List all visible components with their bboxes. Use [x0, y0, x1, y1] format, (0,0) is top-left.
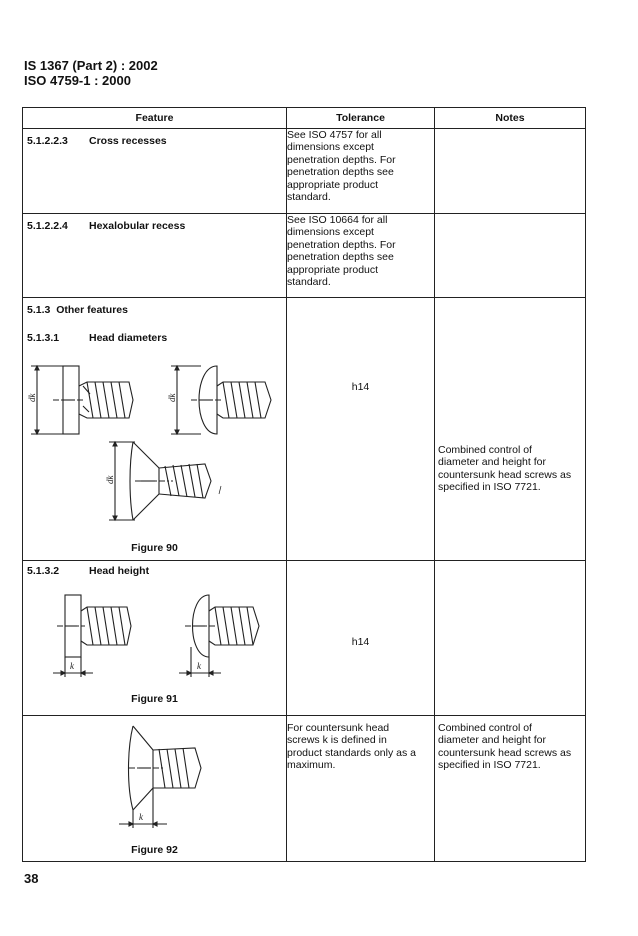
section-heading [23, 316, 286, 344]
notes-line: countersunk head screws as [438, 468, 572, 481]
dimension-label-k: k [139, 812, 143, 822]
standard-number-is: IS 1367 (Part 2) : 2002 [24, 58, 158, 73]
section-number: 5.1.2.2.4 [27, 220, 68, 232]
dimension-label-dk: dk [27, 393, 37, 402]
section-heading [23, 561, 286, 577]
tolerance-cell [287, 561, 435, 716]
section-title: Other features [56, 304, 128, 316]
pan-head-screw [171, 366, 271, 434]
notes-cell [435, 298, 586, 561]
notes-line: specified in ISO 7721. [438, 481, 541, 494]
dimension-label-k: k [70, 661, 74, 671]
figure-caption: Figure 90 [131, 542, 178, 554]
section-number: 5.1.3.2 [27, 565, 60, 577]
pan-head-screw [179, 595, 259, 677]
table-row [23, 561, 586, 716]
tolerance-value: h14 [351, 381, 370, 393]
tolerance-line: dimensions except [287, 141, 374, 154]
tolerance-line: appropriate product [287, 178, 379, 191]
tolerance-cell [287, 129, 435, 214]
countersunk-screw [119, 726, 201, 828]
figure-92-drawing [23, 716, 285, 840]
feature-cell [23, 298, 287, 561]
tolerance-line: See ISO 4757 for all [287, 129, 382, 141]
notes-cell [435, 214, 586, 298]
dimension-label-dk: dk [167, 393, 177, 402]
tolerance-line: penetration depths see [287, 166, 394, 179]
cheese-head-screw [53, 595, 131, 677]
column-header-tolerance: Tolerance [287, 108, 435, 129]
section-heading [23, 214, 286, 232]
tolerance-line: standard. [287, 276, 331, 289]
notes-cell [435, 716, 586, 862]
notes-line: countersunk head screws as [438, 746, 572, 759]
notes-line: diameter and height for [438, 456, 546, 469]
dimension-label-k: k [197, 661, 201, 671]
figure-90-drawing [23, 344, 285, 542]
notes-cell [435, 561, 586, 716]
tolerance-line: penetration depths see [287, 251, 394, 264]
column-header-notes: Notes [435, 108, 586, 129]
tolerance-line: product standards only as a [287, 746, 416, 759]
notes-line: Combined control of [438, 444, 532, 456]
section-title: Hexalobular recess [89, 220, 186, 232]
section-number: 5.1.3 [27, 304, 51, 316]
figure-caption: Figure 91 [131, 693, 178, 705]
table-row [23, 214, 586, 298]
section-heading [23, 298, 286, 316]
tolerance-line: screws k is defined in [287, 734, 387, 747]
notes-line: specified in ISO 7721. [438, 759, 541, 772]
feature-cell [23, 716, 287, 862]
tolerance-line: appropriate product [287, 263, 379, 276]
feature-cell [23, 214, 287, 298]
table-row [23, 716, 586, 862]
column-header-feature: Feature [23, 108, 287, 129]
notes-line: diameter and height for [438, 734, 546, 747]
countersunk-screw [109, 442, 221, 520]
tolerance-line: For countersunk head [287, 722, 390, 734]
table-row [23, 298, 586, 561]
section-title: Head diameters [89, 332, 168, 344]
notes-cell [435, 129, 586, 214]
tolerance-line: standard. [287, 191, 331, 204]
section-title: Cross recesses [89, 135, 167, 147]
tolerance-cell [287, 716, 435, 862]
tolerance-cell [287, 298, 435, 561]
standard-number-iso: ISO 4759-1 : 2000 [24, 73, 131, 88]
dimension-label-dk: dk [105, 475, 115, 484]
tolerance-line: penetration depths. For [287, 238, 396, 251]
tolerance-line: See ISO 10664 for all [287, 214, 388, 226]
tolerance-line: maximum. [287, 759, 336, 772]
tolerance-cell [287, 214, 435, 298]
notes-text [435, 298, 585, 494]
section-number: 5.1.3.1 [27, 332, 60, 344]
page-number: 38 [24, 871, 39, 886]
cheese-head-screw [31, 366, 133, 434]
figure-caption: Figure 92 [131, 844, 178, 856]
section-number: 5.1.2.2.3 [27, 135, 68, 147]
tolerance-value: h14 [351, 636, 370, 648]
tolerance-table [22, 107, 586, 862]
notes-text [435, 716, 585, 772]
section-heading [23, 129, 286, 147]
tolerance-line: dimensions except [287, 226, 374, 239]
tolerance-line: penetration depths. For [287, 153, 396, 166]
feature-cell [23, 561, 287, 716]
figure-91-drawing [23, 577, 285, 693]
feature-cell [23, 129, 287, 214]
table-row [23, 129, 586, 214]
notes-line: Combined control of [438, 722, 532, 734]
section-title: Head height [89, 565, 150, 577]
table-header-row [23, 108, 586, 129]
